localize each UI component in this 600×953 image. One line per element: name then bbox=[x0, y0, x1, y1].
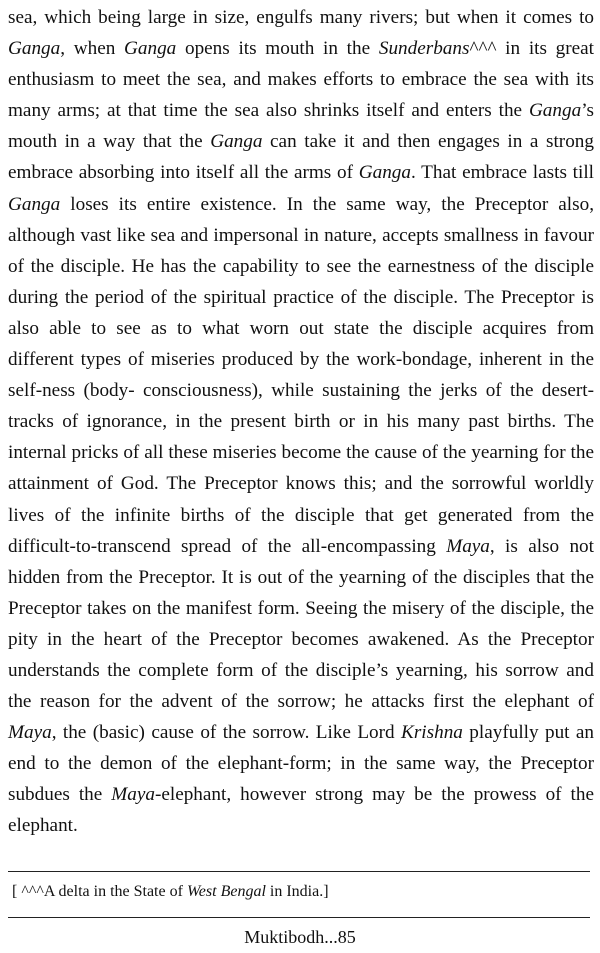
italic-term: Ganga bbox=[8, 38, 61, 60]
text-run: can take it and then engages in a strong embrace absorbing into itself all the arms of bbox=[8, 131, 594, 184]
text-run: , when bbox=[60, 38, 125, 60]
text-run: playfully put an end to the demon of the elephant-form; in the same way, the Preceptor subdues the bbox=[8, 722, 594, 806]
italic-term: Maya bbox=[111, 784, 155, 806]
page-number: Muktibodh...85 bbox=[244, 927, 356, 947]
body-text bbox=[8, 2, 594, 842]
italic-term: Ganga bbox=[124, 38, 177, 60]
footnote-text: in India.] bbox=[265, 883, 329, 900]
italic-term: Ganga bbox=[8, 193, 61, 215]
italic-term: Maya bbox=[446, 535, 490, 557]
text-run: , is also not hidden from the Preceptor. It is out of the yearning of the disciples that the Preceptor takes on the manifest form. Seeing the misery of the disciple, the pity in the heart of the Preceptor becomes awakened. As the Preceptor understands the complete form of the disciple’s yearning, his sorrow and the reason for the advent of the sorrow; he attacks first the elephant of bbox=[8, 535, 594, 713]
italic-term: Ganga bbox=[528, 100, 582, 122]
italic-term: Maya bbox=[8, 722, 52, 744]
italic-term: Ganga bbox=[210, 131, 263, 153]
text-run: ’s mouth in a way that the bbox=[8, 100, 594, 153]
footnote-text: [ ^^^A delta in the State of bbox=[12, 883, 187, 900]
text-run: loses its entire existence. In the same way, the Preceptor also, although vast like sea and impersonal in nature, accepts smallness in favour of the disciple. He has the capability to see the earnestness of the disciple during the period of the spiritual practice of the disciple. The Preceptor is also able to see as to what worn out state the disciple acquires from different types of miseries produced by the work-bondage, inherent in the self-ness (body- consciousness), while sustaining the jerks of the desert-tracks of ignorance, in the present birth or in his many past births. The internal pricks of all these miseries become the cause of the yearning for the attainment of God. The Preceptor knows this; and the sorrowful worldly lives of the infinite births of the disciple that get generated from the difficult-to-transcend spread of the all-encompassing bbox=[8, 193, 594, 557]
footnote bbox=[12, 881, 582, 903]
italic-term: Ganga bbox=[358, 162, 411, 184]
text-run: sea, which being large in size, engulfs many rivers; but when it comes to bbox=[8, 7, 594, 28]
text-run: . That embrace lasts till bbox=[410, 162, 594, 184]
footnote-divider-top bbox=[8, 871, 590, 872]
text-run: , the (basic) cause of the sorrow. Like Lord bbox=[51, 722, 402, 744]
text-run: -elephant, however strong may be the prowess of the elephant. bbox=[8, 784, 594, 837]
body-paragraph bbox=[8, 2, 594, 842]
footnote-italic-term: West Bengal bbox=[186, 883, 266, 900]
text-run: ^^^ in its great enthusiasm to meet the sea, and makes efforts to embrace the sea with its many arms; at that time the sea also shrinks itself and enters the bbox=[8, 38, 595, 122]
italic-term: Sunderbans bbox=[378, 38, 470, 60]
text-run: opens its mouth in the bbox=[176, 38, 379, 60]
italic-term: Krishna bbox=[401, 722, 463, 744]
footnote-divider-bottom bbox=[8, 917, 590, 918]
